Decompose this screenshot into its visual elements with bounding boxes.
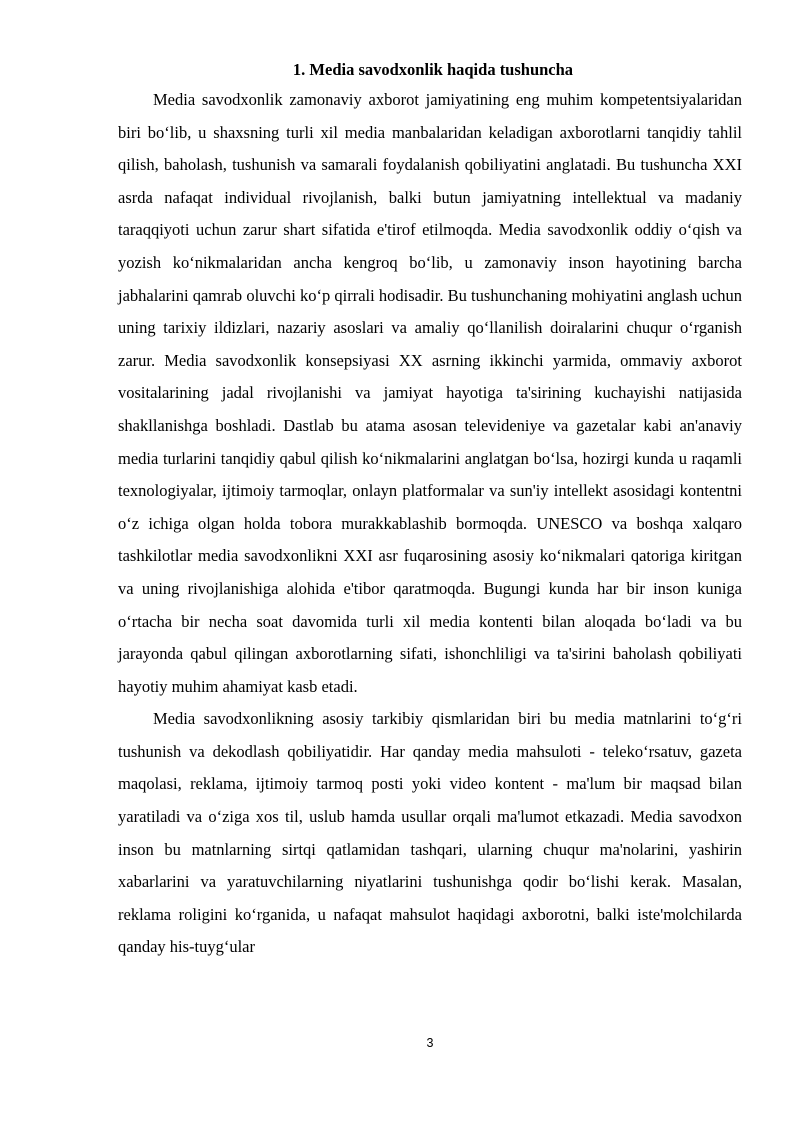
section-title: 1. Media savodxonlik haqida tushuncha — [292, 60, 574, 79]
paragraph-1: Media savodxonlik zamonaviy axborot jamiyatining eng muhim kompetentsiyalaridan biri boʻlib, u shaxsning turli xil media manbalaridan keladigan axborotlarni tanqidiy tahlil qilish, baholash, tushunish va samarali foydalanish qobiliyatini anglatadi. Bu tushuncha XXI asrda nafaqat individual rivojlanish, balki butun jamiyatning intellektual va madaniy taraqqiyoti uchun zarur shart sifatida e'tirof etilmoqda. Media savodxonlik oddiy oʻqish va yozish koʻnikmalaridan ancha kengroq boʻlib, u zamonaviy inson hayotining barcha jabhalarini qamrab oluvchi koʻp qirrali hodisadir. Bu tushunchaning mohiyatini anglash uchun uning tarixiy ildizlari, nazariy asoslari va amaliy qoʻllanilish doiralarini chuqur oʻrganish zarur. Media savodxonlik konsepsiyasi XX asrning ikkinchi yarmida, ommaviy axborot vositalarining jadal rivojlanishi va jamiyat hayotiga ta'sirining kuchayishi natijasida shakllanishga boshladi. Dastlab bu atama asosan televideniye va gazetalar kabi an'anaviy media turlarini tanqidiy qabul qilish koʻnikmalarini anglatgan boʻlsa, hozirgi kunda u raqamli texnologiyalar, ijtimoiy tarmoqlar, onlayn platformalar va sun'iy intellekt asosidagi kontentni oʻz ichiga olgan holda tobora murakkablashib bormoqda. UNESCO va boshqa xalqaro tashkilotlar media savodxonlikni XXI asr fuqarosining asosiy koʻnikmalari qatoriga kiritgan va uning rivojlanishiga alohida e'tibor qaratmoqda. Bugungi kunda har bir inson kuniga oʻrtacha bir necha soat davomida turli xil media kontenti bilan aloqada boʻladi va bu jarayonda qabul qilingan axborotlarning sifati, ishonchliligi va ta'sirini baholash qobiliyati hayotiy muhim ahamiyat kasb etadi. — [118, 90, 742, 696]
paragraph-2: Media savodxonlikning asosiy tarkibiy qismlaridan biri bu media matnlarini toʻgʻri tushunish va dekodlash qobiliyatidir. Har qanday media mahsuloti - telekoʻrsatuv, gazeta maqolasi, reklama, ijtimoiy tarmoq posti yoki video kontent - ma'lum bir maqsad bilan yaratiladi va oʻziga xos til, uslub hamda usullar orqali ma'lumot etkazadi. Media savodxon inson bu matnlarning sirtqi qatlamidan tashqari, ularning chuqur ma'nolarini, yashirin xabarlarini va yaratuvchilarning niyatlarini tushunishga qodir boʻlishi kerak. Masalan, reklama roligini koʻrganida, u nafaqat mahsulot haqidagi axborotni, balki iste'molchilarda qanday his-tuygʻular — [118, 709, 742, 957]
page-number: 3 — [426, 1036, 434, 1050]
page-content — [118, 56, 742, 964]
